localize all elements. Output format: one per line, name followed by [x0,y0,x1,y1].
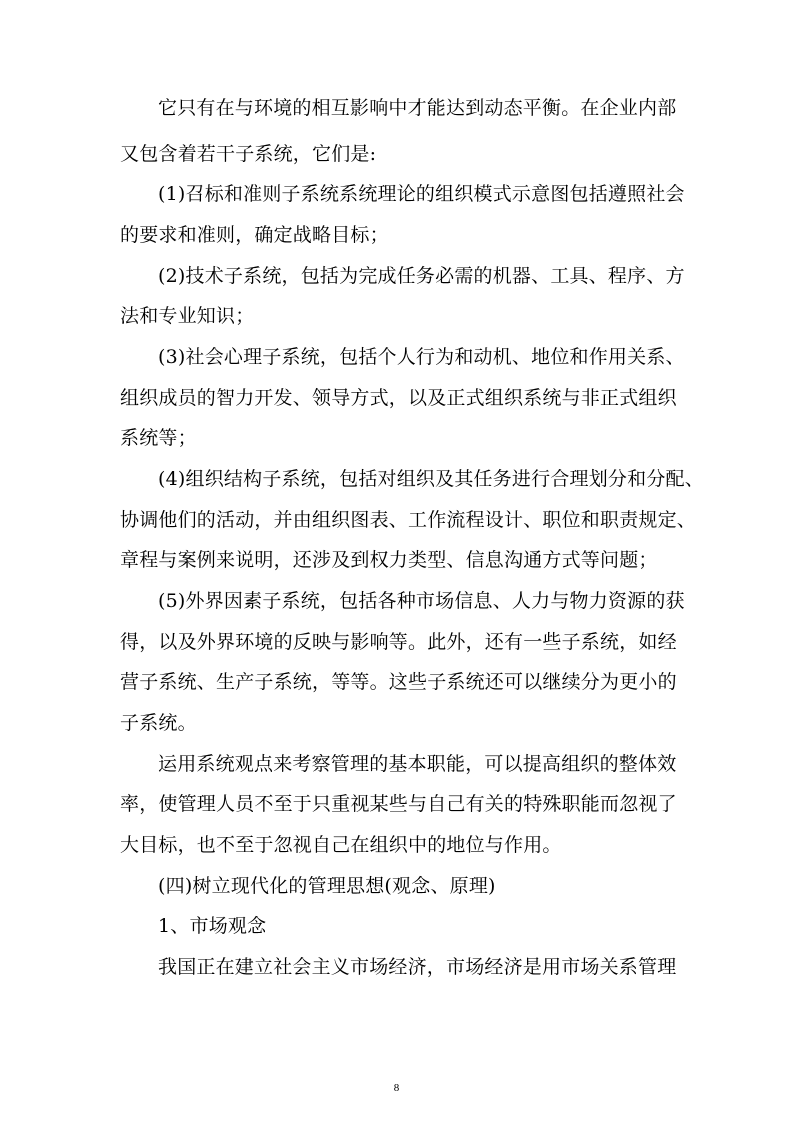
text-line: 组织成员的智力开发、领导方式，以及正式组织系统与非正式组织 [120,387,677,409]
section-heading: (四)树立现代化的管理思想(观念、原理) [158,875,496,897]
text-line: (2)技术子系统，包括为完成任务必需的机器、工具、程序、方 [158,265,685,287]
text-line: (4)组织结构子系统，包括对组织及其任务进行合理划分和分配、 [158,468,704,490]
text-line: 率，使管理人员不至于只重视某些与自己有关的特殊职能而忽视了 [120,793,677,815]
text-line: 法和专业知识； [120,305,255,327]
text-line: 又包含着若干子系统，它们是: [120,143,377,165]
text-line: 我国正在建立社会主义市场经济，市场经济是用市场关系管理 [158,956,677,978]
text-line: 大目标，也不至于忽视自己在组织中的地位与作用。 [120,834,562,856]
text-line: 的要求和准则，确定战略目标； [120,224,389,246]
text-line: (5)外界因素子系统，包括各种市场信息、人力与物力资源的获 [158,590,685,612]
text-line: 协调他们的活动，并由组织图表、工作流程设计、职位和职责规定、 [120,509,697,531]
text-line: 系统等； [120,427,197,449]
text-line: 章程与案例来说明，还涉及到权力类型、信息沟通方式等问题； [120,549,658,571]
text-line: (1)召标和准则子系统系统理论的组织模式示意图包括遵照社会 [158,183,685,205]
page-number: 8 [393,1082,400,1094]
text-line: 运用系统观点来考察管理的基本职能，可以提高组织的整体效 [158,753,677,775]
text-line: 它只有在与环境的相互影响中才能达到动态平衡。在企业内部 [158,97,677,119]
subsection-heading: 1、市场观念 [158,915,267,937]
text-line: 营子系统、生产子系统，等等。这些子系统还可以继续分为更小的 [120,671,677,693]
text-line: (3)社会心理子系统，包括个人行为和动机、地位和作用关系、 [158,346,685,368]
text-line: 子系统。 [120,712,197,734]
text-line: 得，以及外界环境的反映与影响等。此外，还有一些子系统，如经 [120,631,677,653]
